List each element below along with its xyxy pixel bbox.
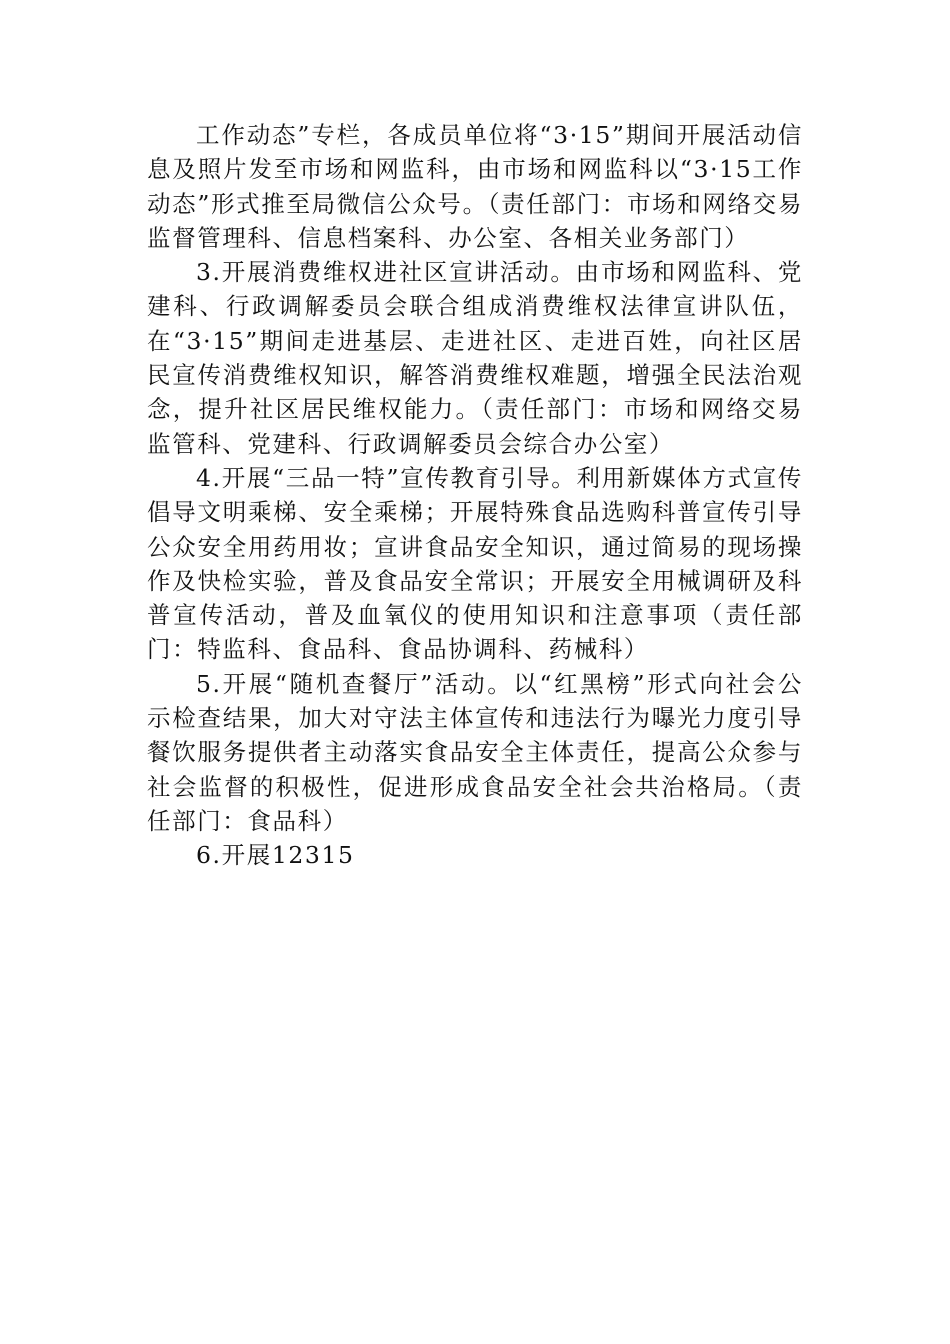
paragraph-item-4: 4.开展“三品一特”宣传教育引导。利用新媒体方式宣传倡导文明乘梯、安全乘梯；开展特殊食品选购科普宣传引导公众安全用药用妆；宣讲食品安全知识，通过简易的现场操作及快检实验，普及食品安全常识；开展安全用械调研及科普宣传活动，普及血氧仪的使用知识和注意事项（责任部门：特监科、食品科、食品协调科、药械科） (147, 463, 803, 664)
paragraph-item-3: 3.开展消费维权进社区宣讲活动。由市场和网监科、党建科、行政调解委员会联合组成消费维权法律宣讲队伍，在“3·15”期间走进基层、走进社区、走进百姓，向社区居民宣传消费维权知识，解答消费维权难题，增强全民法治观念，提升社区居民维权能力。（责任部门：市场和网络交易监管科、党建科、行政调解委员会综合办公室） (147, 258, 803, 458)
paragraph-item-5: 5.开展“随机查餐厅”活动。以“红黑榜”形式向社会公示检查结果，加大对守法主体宣传和违法行为曝光力度引导餐饮服务提供者主动落实食品安全主体责任，提高公众参与社会监督的积极性，促进形成食品安全社会共治格局。（责任部门：食品科） (147, 669, 803, 835)
document-page (147, 118, 803, 873)
paragraph-item-6: 6.开展12315 (196, 841, 355, 870)
paragraph-work-updates: 工作动态”专栏，各成员单位将“3·15”期间开展活动信息及照片发至市场和网监科，由市场和网监科以“3·15工作动态”形式推至局微信公众号。（责任部门：市场和网络交易监督管理科、信息档案科、办公室、各相关业务部门） (147, 121, 803, 252)
